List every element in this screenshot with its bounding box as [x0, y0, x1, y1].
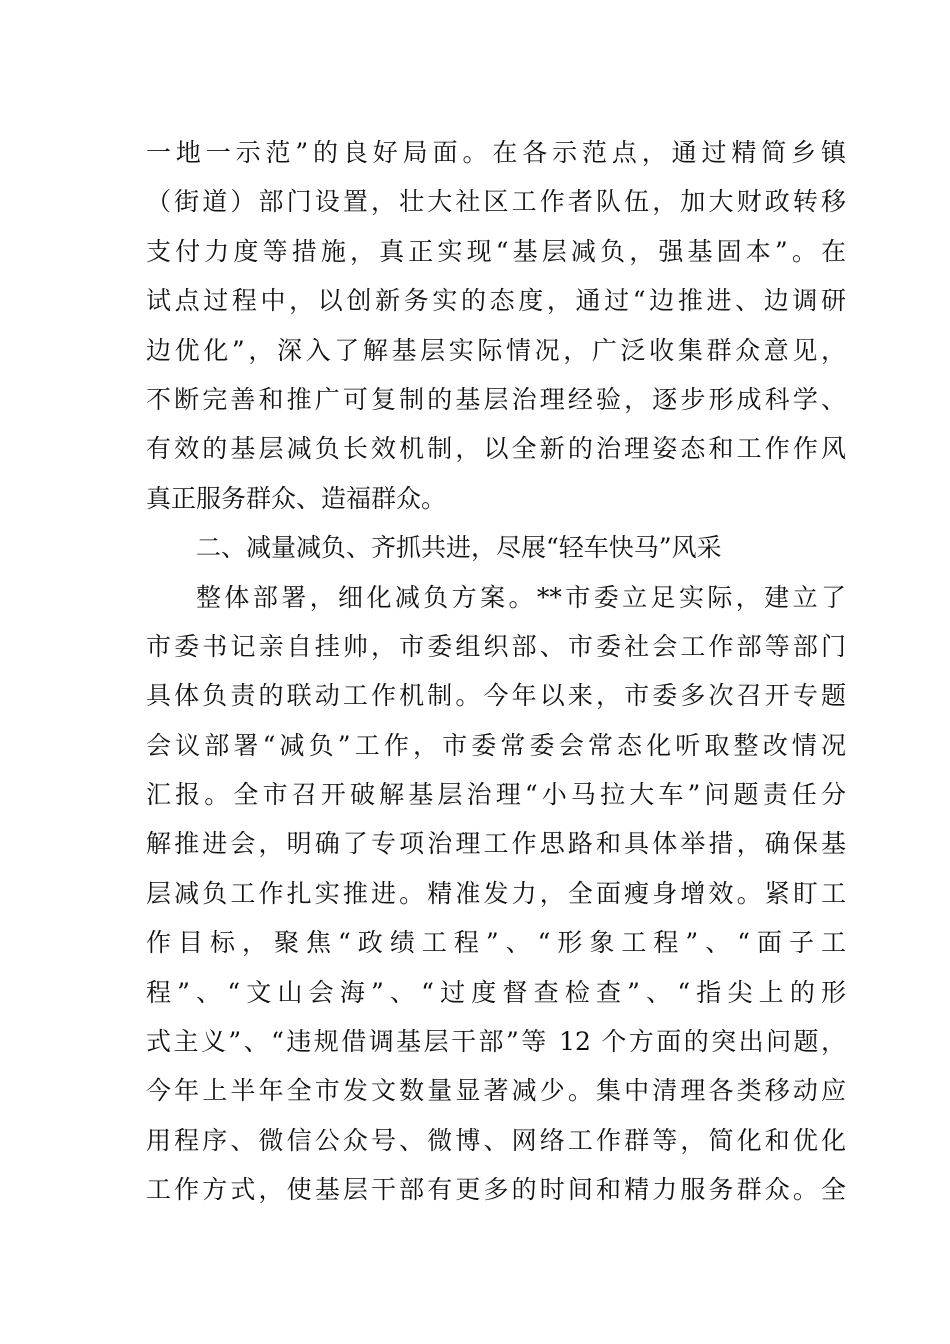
text-line: 用程序、微信公众号、微博、网络工作群等，简化和优化	[146, 1125, 846, 1155]
text-line: 今年上半年全市发文数量显著减少。集中清理各类移动应	[146, 1076, 846, 1106]
text-line: 汇报。全市召开破解基层治理“小马拉大车”问题责任分	[146, 780, 846, 810]
text-line: 试点过程中，以创新务实的态度，通过“边推进、边调研	[146, 286, 846, 316]
paragraph-first-line: 整体部署，细化减负方案。**市委立足实际，建立了	[196, 582, 846, 612]
text-line: 市委书记亲自挂帅，市委组织部、市委社会工作部等部门	[146, 631, 846, 661]
section-heading: 二、减量减负、齐抓共进，尽展“轻车快马”风采	[196, 533, 722, 563]
body-text	[146, 128, 846, 1215]
text-line: 工作方式，使基层干部有更多的时间和精力服务群众。全	[146, 1175, 846, 1205]
text-line: 边优化”，深入了解基层实际情况，广泛收集群众意见，	[146, 335, 846, 365]
text-line: 程”、“文山会海”、“过度督查检查”、“指尖上的形	[146, 977, 846, 1007]
text-line: 真正服务群众、造福群众。	[146, 483, 447, 513]
text-line: 式主义”、“违规借调基层干部”等 12 个方面的突出问题，	[146, 1027, 846, 1057]
text-line: （街道）部门设置，壮大社区工作者队伍，加大财政转移	[146, 187, 846, 217]
text-line: 会议部署“减负”工作，市委常委会常态化听取整改情况	[146, 730, 846, 760]
text-line: 层减负工作扎实推进。精准发力，全面瘦身增效。紧盯工	[146, 878, 846, 908]
text-line: 具体负责的联动工作机制。今年以来，市委多次召开专题	[146, 681, 846, 711]
text-line: 一地一示范”的良好局面。在各示范点，通过精简乡镇	[146, 138, 846, 167]
text-line: 作目标，聚焦“政绩工程”、“形象工程”、“面子工	[146, 928, 846, 958]
text-line: 支付力度等措施，真正实现“基层减负，强基固本”。在	[146, 236, 846, 266]
text-line: 解推进会，明确了专项治理工作思路和具体举措，确保基	[146, 829, 846, 859]
text-line: 有效的基层减负长效机制，以全新的治理姿态和工作作风	[146, 434, 846, 464]
text-line: 不断完善和推广可复制的基层治理经验，逐步形成科学、	[146, 384, 846, 414]
